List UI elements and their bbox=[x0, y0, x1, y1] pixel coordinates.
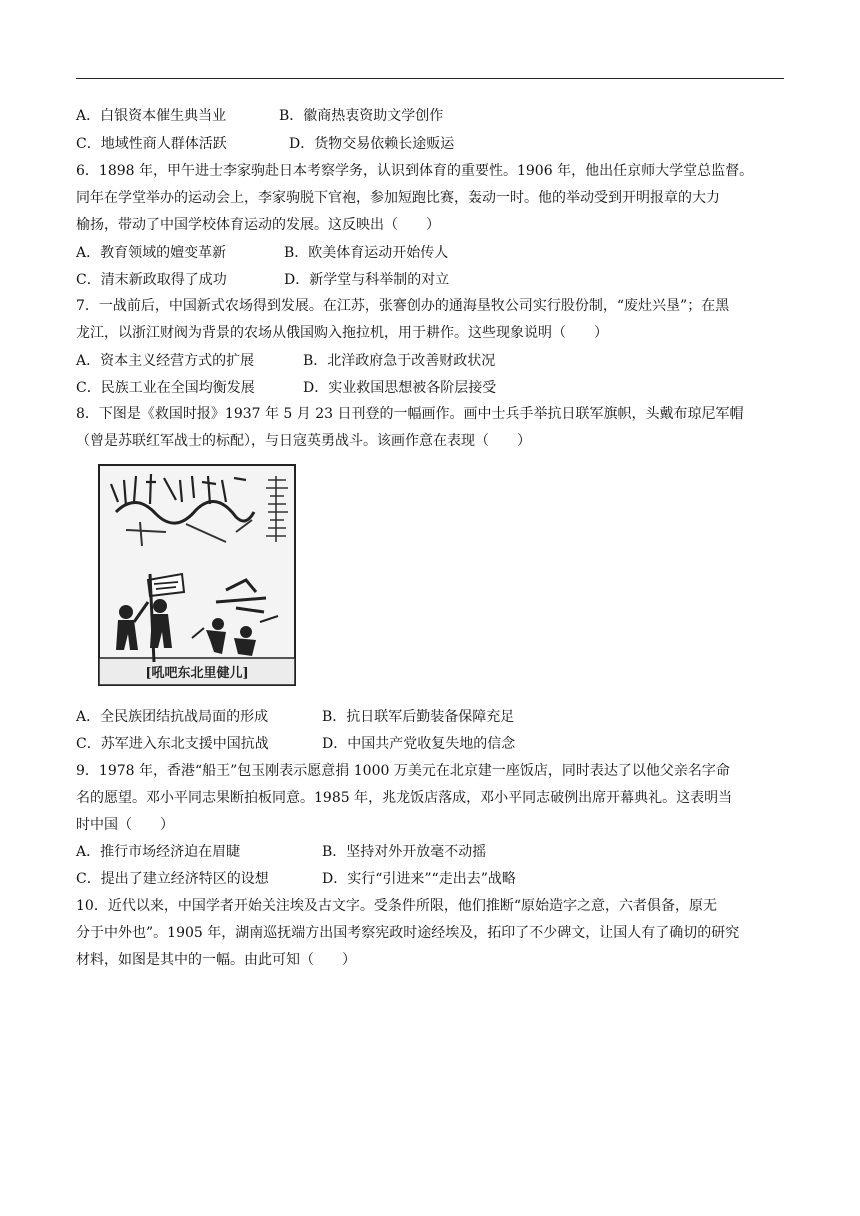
q6-option-row-1 bbox=[76, 243, 448, 263]
q8-option-c[interactable]: C．苏军进入东北支援中国抗战 bbox=[76, 736, 269, 752]
q5-option-row-1 bbox=[76, 106, 443, 126]
q6-option-row-2 bbox=[76, 270, 449, 290]
q7-option-c[interactable]: C．民族工业在全国均衡发展 bbox=[76, 380, 255, 396]
q8-option-d[interactable]: D．中国共产党收复失地的信念 bbox=[322, 736, 516, 752]
q9-option-c[interactable]: C．提出了建立经济特区的设想 bbox=[76, 871, 269, 887]
q8-option-a[interactable]: A．全民族团结抗战局面的形成 bbox=[76, 709, 269, 725]
q9-stem-line-3: 时中国（ ） bbox=[76, 817, 174, 833]
q5-option-b[interactable]: B．徽商热衷资助文学创作 bbox=[279, 108, 444, 124]
q7-option-row-2 bbox=[76, 378, 496, 398]
q10-stem-line-1: 10．近代以来，中国学者开始关注埃及古文字。受条件所限，他们推断“原始造字之意，六者俱备，原无 bbox=[76, 898, 717, 914]
q6-stem-line-1: 6．1898 年，甲午进士李家驹赴日本考察学务，认识到体育的重要性。1906 年，他出任京师大学堂总监督。 bbox=[76, 163, 754, 179]
q5-option-row-2 bbox=[76, 134, 454, 154]
q9-option-a[interactable]: A．推行市场经济迫在眉睫 bbox=[76, 844, 241, 860]
q7-stem-line-1: 7．一战前后，中国新式农场得到发展。在江苏，张謇创办的通海垦牧公司实行股份制，“废灶兴垦”；在黑 bbox=[76, 298, 730, 314]
q10-stem-line-2: 分于中外也”。1905 年，湖南巡抚端方出国考察宪政时途经埃及，拓印了不少碑文，让国人有了确切的研究 bbox=[76, 925, 740, 941]
q7-option-d[interactable]: D．实业救国思想被各阶层接受 bbox=[303, 380, 497, 396]
q6-option-c[interactable]: C．清末新政取得了成功 bbox=[76, 272, 227, 288]
header-rule bbox=[76, 78, 784, 79]
q5-option-a[interactable]: A．白银资本催生典当业 bbox=[76, 108, 227, 124]
q6-option-a[interactable]: A．教育领域的嬗变革新 bbox=[76, 245, 227, 261]
q7-option-b[interactable]: B．北洋政府急于改善财政状况 bbox=[303, 353, 496, 369]
q10-stem-line-3: 材料，如图是其中的一幅。由此可知（ ） bbox=[76, 952, 356, 968]
q6-stem-line-2: 同年在学堂举办的运动会上，李家驹脱下官袍，参加短跑比赛，轰动一时。他的举动受到开明报章的大力 bbox=[76, 190, 720, 206]
q9-stem-line-2: 名的愿望。邓小平同志果断拍板同意。1985 年，兆龙饭店落成，邓小平同志破例出席开幕典礼。这表明当 bbox=[76, 790, 733, 806]
q5-option-d[interactable]: D．货物交易依赖长途贩运 bbox=[289, 136, 455, 152]
q6-stem-line-3: 榆扬，带动了中国学校体育运动的发展。这反映出（ ） bbox=[76, 217, 440, 233]
q9-stem-line-1: 9．1978 年，香港“船王”包玉刚表示愿意捐 1000 万美元在北京建一座饭店，同时表达了以他父亲名字命 bbox=[76, 763, 730, 779]
q7-stem-line-2: 龙江，以浙江财阀为背景的农场从俄国购入拖拉机，用于耕作。这些现象说明（ ） bbox=[76, 325, 608, 341]
q8-stem-line-1: 8．下图是《救国时报》1937 年 5 月 23 日刊登的一幅画作。画中士兵手举抗日联军旗帜，头戴布琼尼军帽 bbox=[76, 406, 744, 422]
q8-stem-line-2: （曾是苏联红军战士的标配），与日寇英勇战斗。该画作意在表现（ ） bbox=[76, 433, 531, 449]
q8-option-row-1 bbox=[76, 707, 514, 727]
q8-option-row-2 bbox=[76, 734, 515, 754]
q6-option-d[interactable]: D．新学堂与科举制的对立 bbox=[284, 272, 450, 288]
q7-option-row-1 bbox=[76, 351, 495, 371]
q9-option-b[interactable]: B．坚持对外开放毫不动摇 bbox=[322, 844, 487, 860]
q6-option-b[interactable]: B．欧美体育运动开始传人 bbox=[284, 245, 449, 261]
propaganda-illustration-image bbox=[96, 462, 298, 688]
q9-option-row-2 bbox=[76, 869, 516, 889]
q9-option-row-1 bbox=[76, 842, 486, 862]
q7-option-a[interactable]: A．资本主义经营方式的扩展 bbox=[76, 353, 255, 369]
illustration-caption: [吼吧东北里健儿] bbox=[145, 666, 249, 681]
q5-option-c[interactable]: C．地域性商人群体活跃 bbox=[76, 136, 227, 152]
q8-option-b[interactable]: B．抗日联军后勤装备保障充足 bbox=[322, 709, 515, 725]
q9-option-d[interactable]: D．实行“引进来”“走出去”战略 bbox=[322, 871, 516, 887]
